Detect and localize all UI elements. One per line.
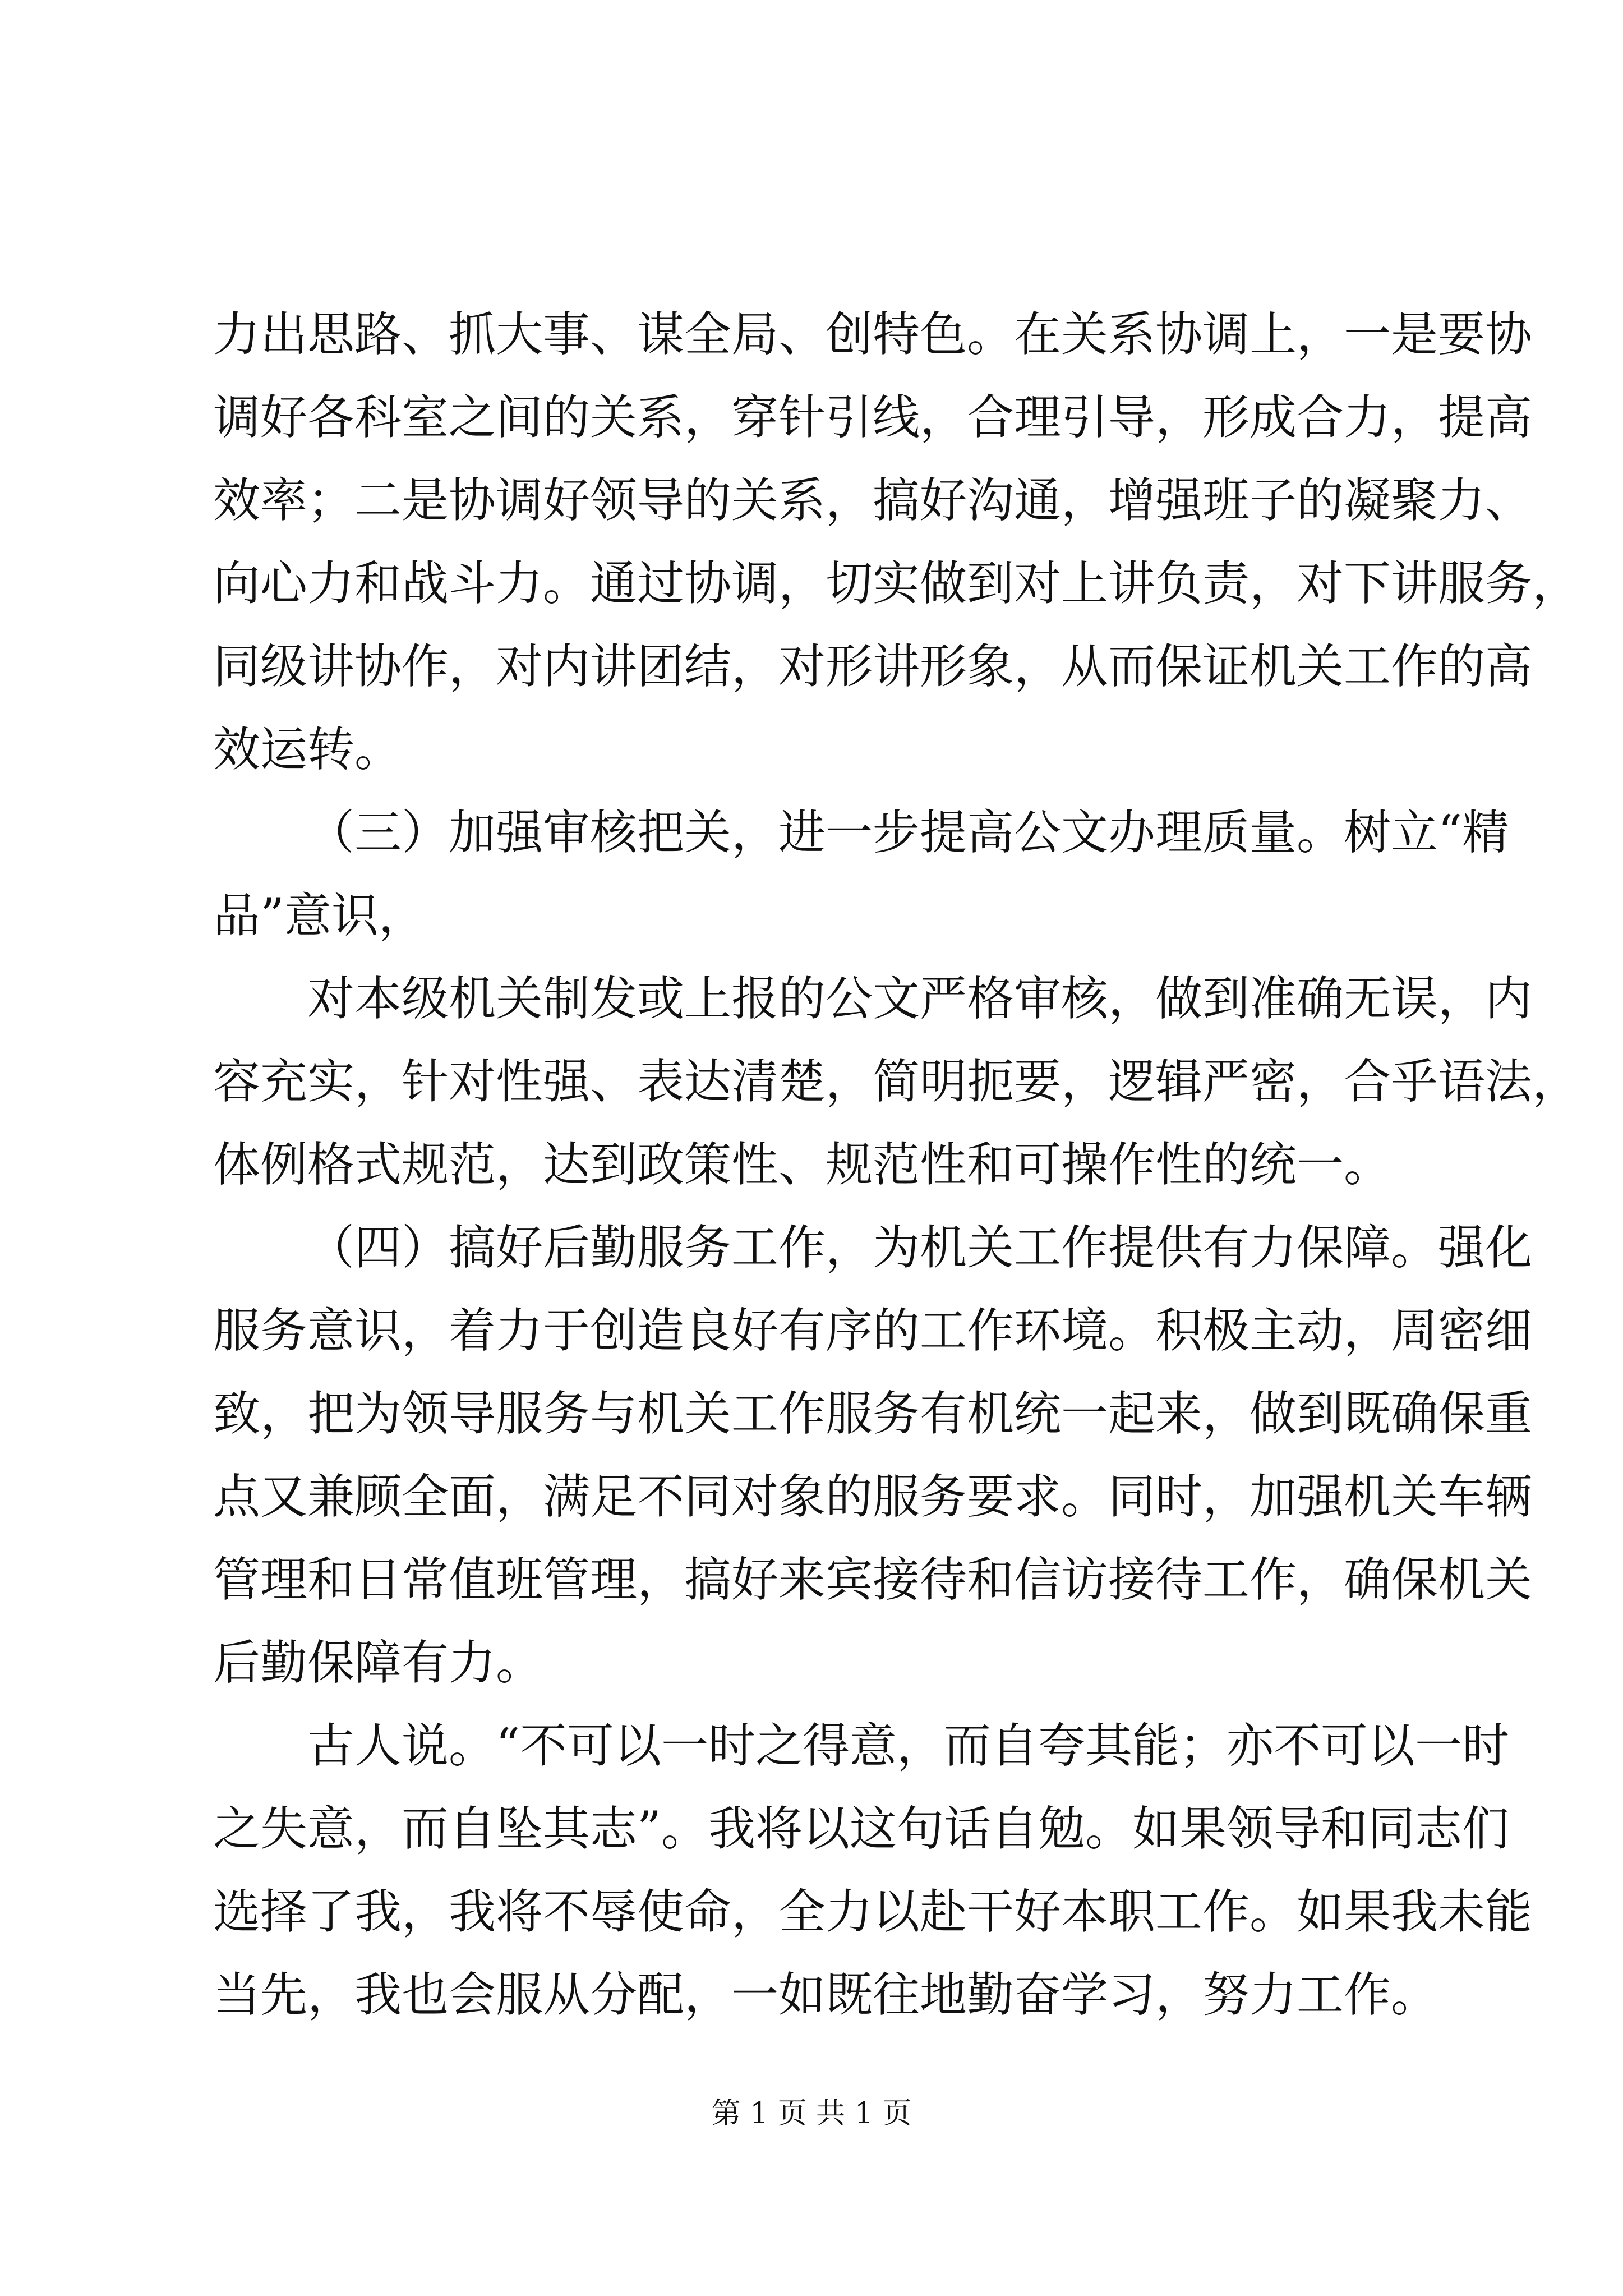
text-line: 古人说。“不可以一时之得意，而自夸其能；亦不可以一时	[307, 1718, 1509, 1773]
section-heading: （四）搞好后勤服务工作，为机关工作提供有力保障。强化	[307, 1220, 1533, 1275]
text-line: 效运转。	[213, 722, 402, 777]
text-line: 管理和日常值班管理，搞好来宾接待和信访接待工作，确保机关	[213, 1552, 1533, 1607]
text-line: 对本级机关制发或上报的公文严格审核，做到准确无误，内	[307, 971, 1533, 1026]
text-line: 调好各科室之间的关系，穿针引线，合理引导，形成合力，提高	[213, 390, 1533, 445]
page-number-footer: 第 1 页 共 1 页	[711, 2097, 912, 2131]
text-line: 点又兼顾全面，满足不同对象的服务要求。同时，加强机关车辆	[213, 1469, 1533, 1524]
text-line: 品”意识，	[213, 888, 426, 943]
text-line: 效率；二是协调好领导的关系，搞好沟通，增强班子的凝聚力、	[213, 473, 1533, 528]
text-line: 后勤保障有力。	[213, 1635, 543, 1690]
text-line: 当先，我也会服从分配，一如既往地勤奋学习，努力工作。	[213, 1967, 1438, 2022]
text-line: 之失意，而自坠其志”。我将以这句话自勉。如果领导和同志们	[213, 1801, 1509, 1856]
text-line: 容充实，针对性强、表达清楚，简明扼要，逻辑严密，合乎语法，	[213, 1054, 1580, 1109]
text-line: 服务意识，着力于创造良好有序的工作环境。积极主动，周密细	[213, 1303, 1533, 1358]
text-line: 致，把为领导服务与机关工作服务有机统一起来，做到既确保重	[213, 1386, 1533, 1441]
section-heading: （三）加强审核把关，进一步提高公文办理质量。树立“精	[307, 805, 1509, 860]
text-line: 力出思路、抓大事、谋全局、创特色。在关系协调上，一是要协	[213, 307, 1533, 362]
text-line: 选择了我，我将不辱使命，全力以赴干好本职工作。如果我未能	[213, 1884, 1533, 1939]
text-line: 向心力和战斗力。通过协调，切实做到对上讲负责，对下讲服务，	[213, 556, 1580, 611]
text-line: 同级讲协作，对内讲团结，对形讲形象，从而保证机关工作的高	[213, 639, 1533, 694]
text-line: 体例格式规范，达到政策性、规范性和可操作性的统一。	[213, 1137, 1391, 1192]
